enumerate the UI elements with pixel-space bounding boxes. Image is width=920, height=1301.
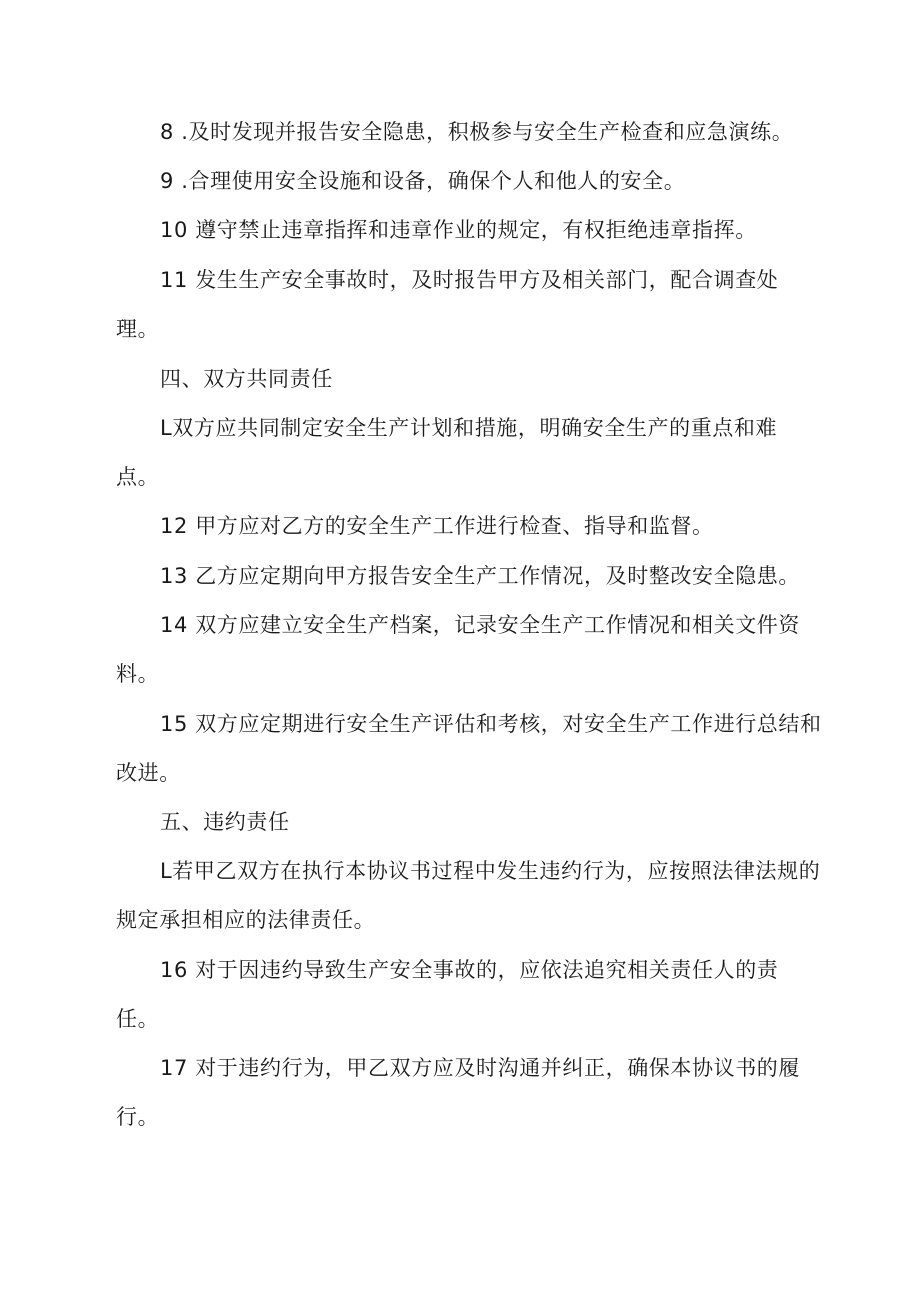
- section-heading-breach-liability: 五、违约责任: [160, 810, 290, 834]
- clause-joint-1-continued: 点。: [116, 465, 160, 489]
- clause-16-continued: 任。: [116, 1007, 160, 1031]
- clause-11: 11 发生生产安全事故时，及时报告甲方及相关部门，配合调查处: [160, 268, 779, 292]
- clause-14: 14 双方应建立安全生产档案，记录安全生产工作情况和相关文件资: [160, 613, 800, 637]
- clause-15: 15 双方应定期进行安全生产评估和考核，对安全生产工作进行总结和: [160, 712, 822, 736]
- clause-joint-1: L双方应共同制定安全生产计划和措施，明确安全生产的重点和难: [160, 416, 778, 440]
- clause-17: 17 对于违约行为，甲乙双方应及时沟通并纠正，确保本协议书的履: [160, 1056, 800, 1080]
- clause-16: 16 对于因违约导致生产安全事故的，应依法追究相关责任人的责: [160, 958, 779, 982]
- clause-breach-1-continued: 规定承担相应的法律责任。: [116, 908, 376, 932]
- clause-9: 9 .合理使用安全设施和设备，确保个人和他人的安全。: [160, 169, 686, 193]
- clause-12: 12 甲方应对乙方的安全生产工作进行检查、指导和监督。: [160, 514, 714, 538]
- clause-10: 10 遵守禁止违章指挥和违章作业的规定，有权拒绝违章指挥。: [160, 218, 757, 242]
- clause-13: 13 乙方应定期向甲方报告安全生产工作情况，及时整改安全隐患。: [160, 564, 800, 588]
- clause-11-continued: 理。: [116, 317, 160, 341]
- clause-17-continued: 行。: [116, 1105, 160, 1129]
- clause-breach-1: L若甲乙双方在执行本协议书过程中发生违约行为，应按照法律法规的: [160, 859, 821, 883]
- clause-8: 8 .及时发现并报告安全隐患，积极参与安全生产检查和应急演练。: [160, 120, 794, 144]
- section-heading-joint-responsibility: 四、双方共同责任: [160, 367, 333, 391]
- clause-15-continued: 改进。: [116, 761, 181, 785]
- clause-14-continued: 料。: [116, 662, 160, 686]
